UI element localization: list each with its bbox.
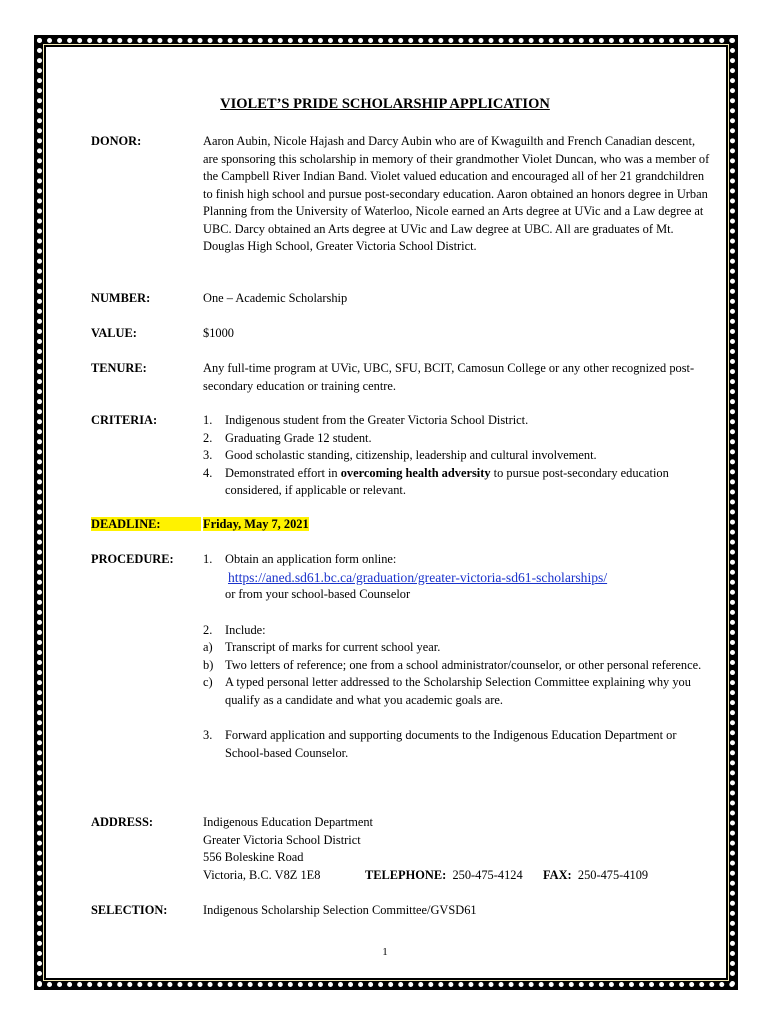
address-line: 556 Boleskine Road	[203, 850, 304, 864]
procedure-step: 2. Include: a) Transcript of marks for current school year. b) Two letters of reference; one from a school administrator/counselor, or other personal reference. c) A typed personal letter addressed to the Scholarship Selection Committee explaining why you qualify as a candidate and what you academic goals are.	[203, 622, 713, 710]
selection-text: Indigenous Scholarship Selection Committee/GVSD61	[203, 903, 477, 917]
include-item: b) Two letters of reference; one from a school administrator/counselor, or other personal reference.	[203, 657, 702, 672]
criteria-list	[203, 412, 713, 500]
criteria-item: 2. Graduating Grade 12 student.	[203, 430, 372, 445]
tenure-text: Any full-time program at UVic, UBC, SFU, BCIT, Camosun College or any other recognized post-secondary education or training centre.	[203, 361, 695, 393]
deadline-date: Friday, May 7, 2021	[203, 517, 309, 531]
number-label: NUMBER:	[91, 291, 151, 305]
include-item: a) Transcript of marks for current school year.	[203, 640, 441, 654]
selection-label: SELECTION:	[91, 903, 168, 917]
address-line: Greater Victoria School District	[203, 832, 361, 847]
donor-text: Aaron Aubin, Nicole Hajash and Darcy Aubin who are of Kwaguilth and French Canadian descent, are sponsoring this scholarship in memory of their grandmother Violet Duncan, who was a member of the Campbell River Indian Band. Violet valued education and encouraged all of her 21 grandchildren to finish high school and pursue post-secondary education. Aaron obtained an honors degree in Urban Planning from the University of Waterloo, Nicole earned an Arts degree at UVic and a Law degree at UBC. Darcy obtained an Arts degree at UVic and Law degree at UBC. All are graduates of Mt. Douglas High School, Greater Victoria School District.	[203, 134, 710, 253]
donor-label: DONOR:	[91, 134, 142, 148]
procedure-label: PROCEDURE:	[91, 552, 174, 566]
criteria-item: 1. Indigenous student from the Greater Victoria School District.	[203, 413, 529, 427]
address-label: ADDRESS:	[91, 815, 153, 829]
value-label: VALUE:	[91, 326, 137, 340]
page-number: 1	[382, 946, 388, 958]
fax-number: 250-475-4109	[577, 867, 649, 882]
procedure-step: 3. Forward application and supporting documents to the Indigenous Education Department or School-based Counselor.	[203, 728, 677, 760]
deadline-label: DEADLINE:	[91, 517, 201, 531]
include-sublist	[203, 639, 713, 709]
address-city-postal: Victoria, B.C. V8Z 1E8	[203, 867, 321, 882]
scholarship-link[interactable]: https://aned.sd61.bc.ca/graduation/greater-victoria-sd61-scholarships/	[228, 569, 608, 585]
fax-label: FAX:	[543, 867, 572, 882]
document-title: VIOLET’S PRIDE SCHOLARSHIP APPLICATION	[220, 96, 550, 112]
include-item: c) A typed personal letter addressed to the Scholarship Selection Committee explaining why you qualify as a candidate and what you academic goals are.	[203, 675, 691, 707]
criteria-label: CRITERIA:	[91, 413, 158, 427]
telephone-label: TELEPHONE:	[365, 867, 447, 882]
procedure-step: 1. Obtain an application form online: https://aned.sd61.bc.ca/graduation/greater-victoria-sd61-scholarships/ or from your school-based Counselor	[203, 551, 713, 604]
procedure-list	[203, 551, 713, 762]
telephone-number: 250-475-4124	[452, 867, 523, 882]
tenure-label: TENURE:	[91, 361, 147, 375]
value-text: $1000	[203, 326, 234, 340]
address-line: Indigenous Education Department	[203, 815, 373, 829]
criteria-item: 3. Good scholastic standing, citizenship, leadership and cultural involvement.	[203, 448, 597, 462]
number-text: One – Academic Scholarship	[203, 291, 348, 305]
criteria-item: 4. Demonstrated effort in overcoming health adversity to pursue post-secondary education considered, if applicable or relevant.	[203, 465, 669, 497]
